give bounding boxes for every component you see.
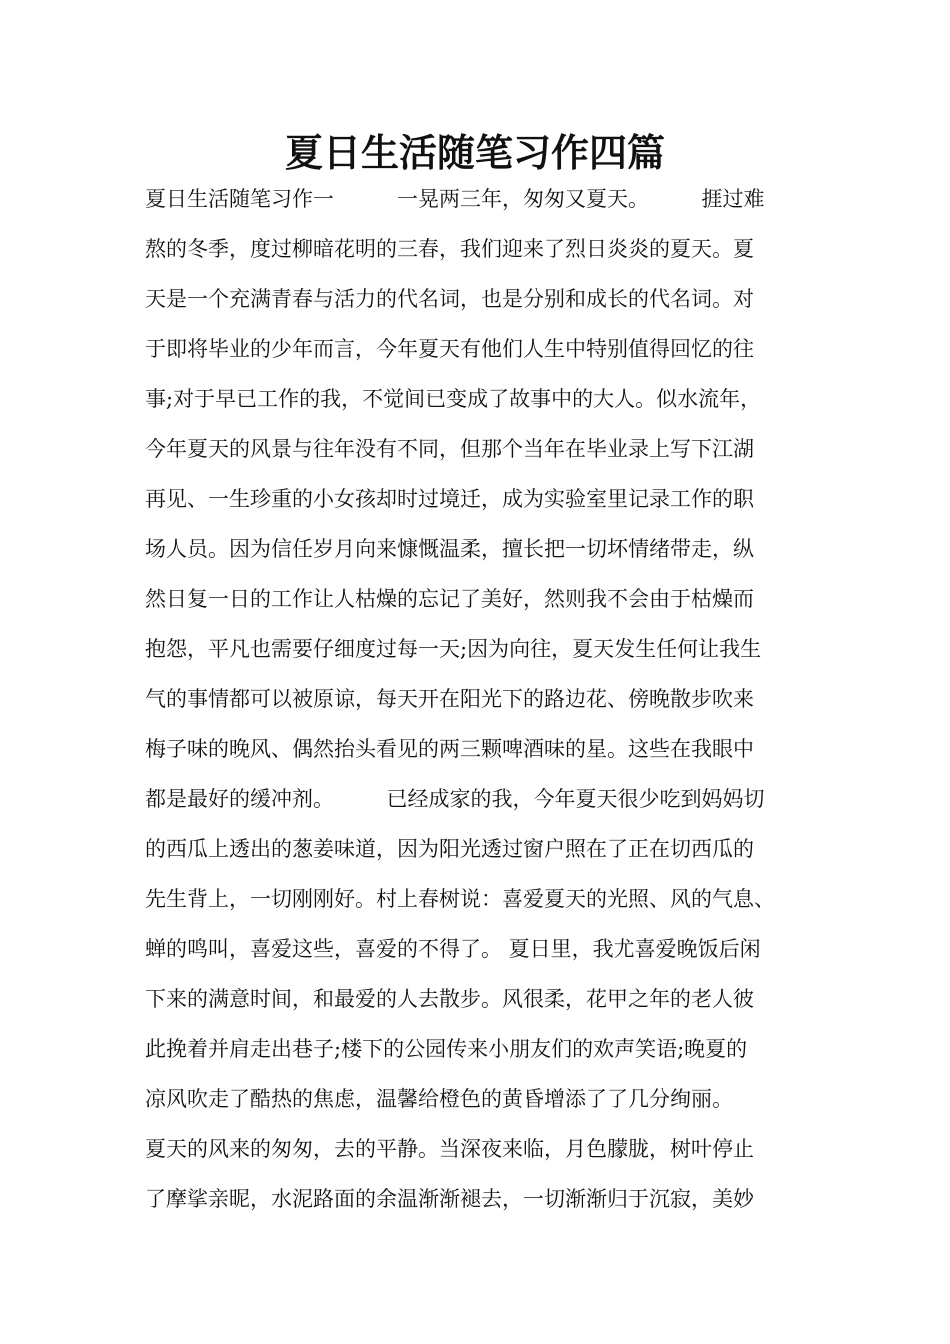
document-body — [145, 174, 835, 1224]
body-line-16: 蝉的鸣叫，喜爱这些，喜爱的不得了。 夏日里，我尤喜爱晚饭后闲 — [145, 937, 761, 961]
document-title: 夏日生活随笔习作四篇 — [284, 131, 665, 175]
body-line-5: 事;对于早已工作的我，不觉间已变成了故事中的大人。似水流年， — [145, 387, 762, 411]
body-line-12: 梅子味的晚风、偶然抬头看见的两三颗啤酒味的星。这些在我眼中 — [145, 737, 754, 761]
body-line-18: 此挽着并肩走出巷子;楼下的公园传来小朋友们的欢声笑语;晚夏的 — [145, 1037, 748, 1061]
body-line-14: 的西瓜上透出的葱姜味道，因为阳光透过窗户照在了正在切西瓜的 — [145, 837, 754, 861]
body-line-21: 了摩挲亲昵，水泥路面的余温渐渐褪去，一切渐渐归于沉寂，美妙 — [145, 1187, 754, 1211]
body-line-13: 都是最好的缓冲剂。 已经成家的我，今年夏天很少吃到妈妈切 — [145, 787, 765, 811]
body-line-4: 于即将毕业的少年而言，今年夏天有他们人生中特别值得回忆的往 — [145, 337, 754, 361]
body-line-7: 再见、一生珍重的小女孩却时过境迁，成为实验室里记录工作的职 — [145, 487, 754, 511]
body-line-6: 今年夏天的风景与往年没有不同，但那个当年在毕业录上写下江湖 — [145, 437, 754, 461]
body-line-19: 凉风吹走了酷热的焦虑，温馨给橙色的黄昏增添了了几分绚丽。 — [145, 1087, 733, 1111]
body-line-2: 熬的冬季，度过柳暗花明的三春，我们迎来了烈日炎炎的夏天。夏 — [145, 237, 754, 261]
body-line-11: 气的事情都可以被原谅，每天开在阳光下的路边花、傍晚散步吹来 — [145, 687, 754, 711]
body-line-3: 天是一个充满青春与活力的代名词，也是分别和成长的代名词。对 — [145, 287, 754, 311]
body-line-17: 下来的满意时间，和最爱的人去散步。风很柔，花甲之年的老人彼 — [145, 987, 754, 1011]
body-line-8: 场人员。因为信任岁月向来慷慨温柔，擅长把一切坏情绪带走，纵 — [145, 537, 754, 561]
body-line-9: 然日复一日的工作让人枯燥的忘记了美好，然则我不会由于枯燥而 — [145, 587, 754, 611]
body-line-15: 先生背上，一切刚刚好。村上春树说：喜爱夏天的光照、风的气息、 — [145, 887, 775, 911]
body-line-1: 夏日生活随笔习作一 一晃两三年，匆匆又夏天。 捱过难 — [145, 187, 765, 211]
body-line-10: 抱怨，平凡也需要仔细度过每一天;因为向往，夏天发生任何让我生 — [145, 637, 762, 661]
body-line-20: 夏天的风来的匆匆，去的平静。当深夜来临，月色朦胧，树叶停止 — [145, 1137, 754, 1161]
